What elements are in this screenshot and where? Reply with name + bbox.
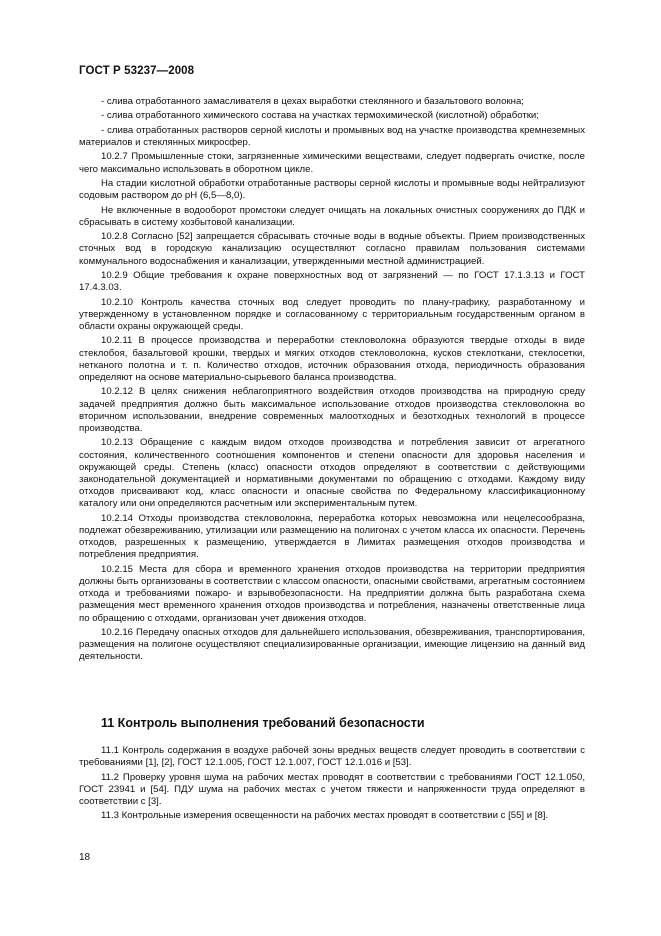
paragraph: 11.1 Контроль содержания в воздухе рабочей зоны вредных веществ следует проводить в соответствии с требованиями [1], [2], ГОСТ 12.1.005, ГОСТ 12.1.007, ГОСТ 12.1.016 и [53]. [79,745,585,769]
paragraph: 10.2.14 Отходы производства стекловолокна, переработка которых невозможна или нецелесообразна, подлежат обезвреживанию, утилизации или размещению на полигонах с учетом класса их опасности. Перечень отходов, разрешенных к размещению, утверждается в Лимитах размещения отходов производства и потребления предприятия. [79,512,585,561]
section-title: 11 Контроль выполнения требований безопасности [101,716,425,730]
paragraph: 10.2.16 Передачу опасных отходов для дальнейшего использования, обезвреживания, транспортирования, размещения на полигоне осуществляют специализированные организации, имеющие лицензию на данный вид деятельности. [79,626,585,663]
paragraph: 10.2.11 В процессе производства и переработки стекловолокна образуются твердые отходы в виде стеклобоя, базальтовой крошки, твердых и мягких отходов стекловолокна, кусков стеклоткани, стеклосетки, нетканого полотна и т. п. Количество отходов, источник образования отхода, периодичность образования определяют на основе материально-сырьевого баланса производства. [79,335,585,383]
page-number: 18 [79,852,91,863]
paragraph: - слива отработанного замасливателя в цехах выработки стеклянного и базальтового волокна; [101,96,524,107]
paragraph: 10.2.8 Согласно [52] запрещается сбрасывать сточные воды в водные объекты. Прием производственных сточных вод в городскую канализацию осуществляют согласно правилам пользования системами коммунального водоснабжения и канализации, утвержденными местной администрацией. [79,231,585,267]
body-text [79,96,585,666]
paragraph: - слива отработанного химического состава на участках термохимической (кислотной) обработки; [101,110,539,122]
paragraph: Не включенные в водооборот промстоки следует очищать на локальных очистных сооружениях до ПДК и сбрасывать в систему хозбытовой канализации. [79,204,585,228]
paragraph: На стадии кислотной обработки отработанные растворы серной кислоты и промывные воды нейтрализуют содовым раствором до pH (6,5—8,0). [79,177,585,202]
paragraph: 11.3 Контрольные измерения освещенности на рабочих местах проводят в соответствии с [55] и [8]. [101,810,549,822]
paragraph: 10.2.15 Места для сбора и временного хранения отходов производства на территории предприятия должны быть организованы в соответствии с классом опасности, опасными свойствами, агрегатным состоянием отхода и требованиями пожаро- и взрывобезопасности. На предприятии должна быть разработана схема размещения мест временного хранения отходов производства и потребления, назначены ответственные лица по обращению с отходами, организован учет движения отходов. [79,563,585,624]
paragraph: 10.2.7 Промышленные стоки, загрязненные химическими веществами, следует подвергать очистке, после чего максимально использовать в оборотном цикле. [79,151,585,175]
paragraph: 11.2 Проверку уровня шума на рабочих местах проводят в соответствии с требованиями ГОСТ 12.1.050, ГОСТ 23941 и [54]. ПДУ шума на рабочих местах с учетом тяжести и напряженности труда определяют в соответствии с [3]. [79,771,585,807]
paragraph: 10.2.12 В целях снижения неблагоприятного воздействия отходов производства на природную среду задачей предприятия должно быть максимальное использование отходов производства стекловолокна во вторичном использовании, внедрение современных малоотходных и безотходных технологий в процессе производства. [79,386,585,434]
paragraph: 10.2.9 Общие требования к охране поверхностных вод от загрязнений — по ГОСТ 17.1.3.13 и ГОСТ 17.4.3.03. [79,269,585,294]
section-body [79,745,585,825]
paragraph: - слива отработанных растворов серной кислоты и промывных вод на участке производства кремнеземных материалов и стеклянных микросфер. [79,124,585,148]
paragraph: 10.2.10 Контроль качества сточных вод следует проводить по плану-графику, разработанному и утвержденному в установленном порядке и согласованному с территориальным государственным органом в области охраны окружающей среды. [79,296,585,332]
paragraph: 10.2.13 Обращение с каждым видом отходов производства и потребления зависит от агрегатного состояния, количественного соотношения компонентов и степени опасности для здоровья населения и окружающей среды. Степень (класс) опасности отходов определяют в соответствии с действующими законодательной документацией и нормативными документами по обращению с отходами. Каждому виду отходов присваивают код, класс опасности и опасные свойства по Федеральному классификационному каталогу или они определяются расчетным или экспериментальным путем. [79,437,585,510]
standard-header: ГОСТ Р 53237—2008 [79,65,195,77]
